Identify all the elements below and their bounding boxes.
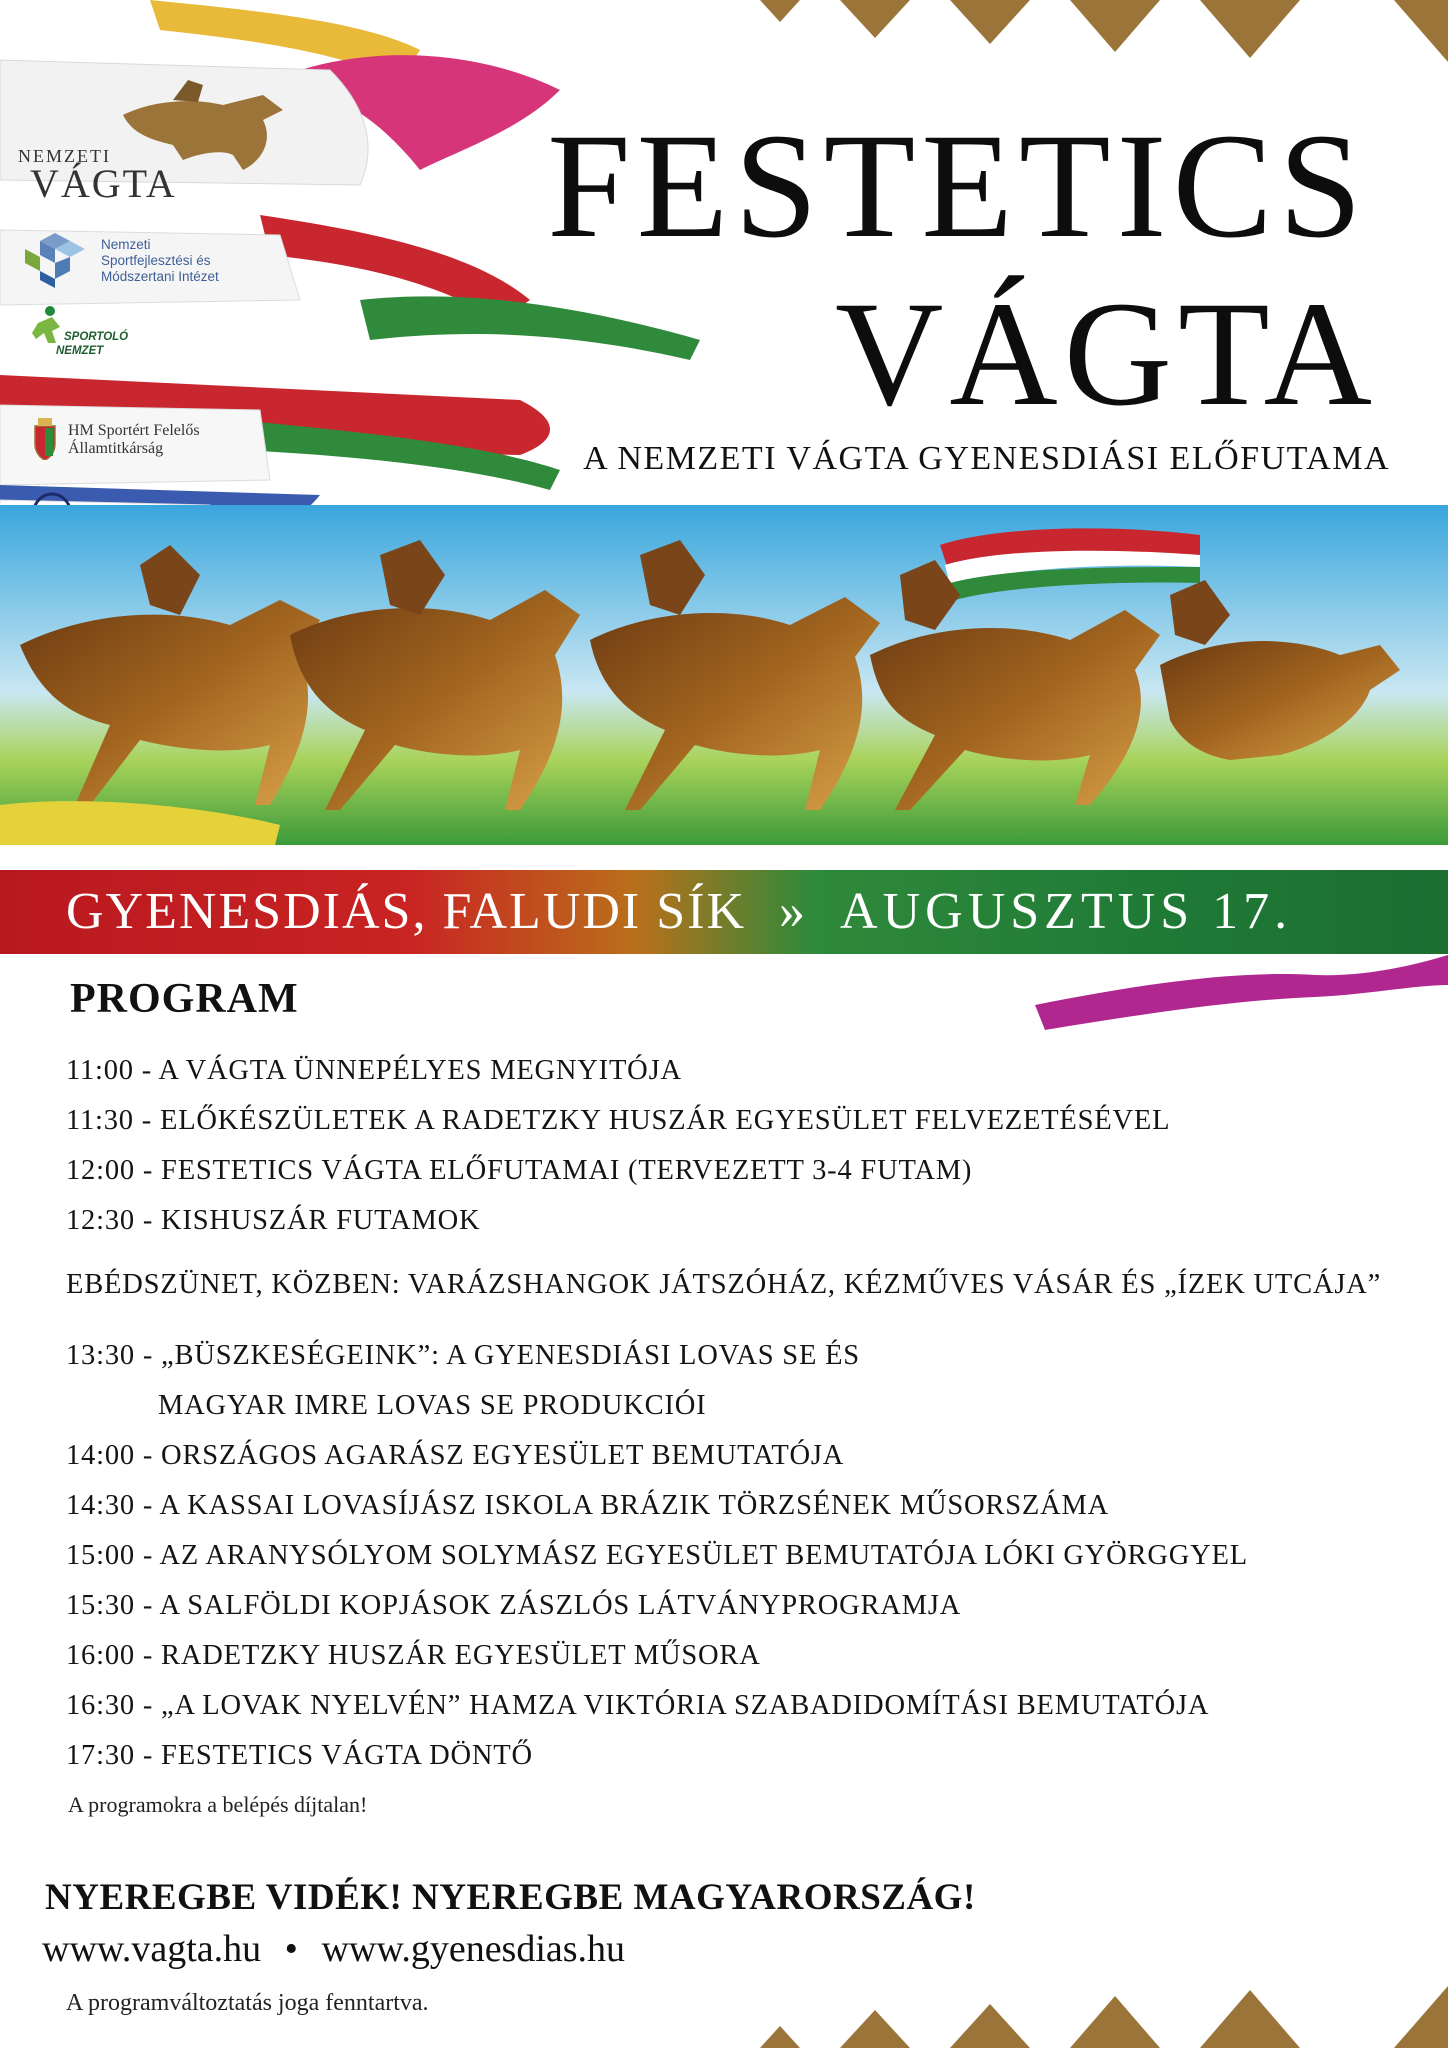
schedule-item: 12:30 - KISHUSZÁR FUTAMOK xyxy=(66,1205,481,1236)
schedule-item: 16:00 - RADETZKY HUSZÁR EGYESÜLET MŰSORA xyxy=(66,1640,761,1671)
bottom-zigzag-decoration xyxy=(760,1986,1448,2048)
title-line-2: VÁGTA xyxy=(835,271,1378,437)
schedule-item: 13:30 - „BÜSZKESÉGEINK”: A GYENESDIÁSI LOVAS SE ÉS xyxy=(66,1340,860,1371)
institute-line-1: Nemzeti xyxy=(101,237,151,252)
hm-sportert-logo xyxy=(32,418,272,468)
schedule-item: 11:00 - A VÁGTA ÜNNEPÉLYES MEGNYITÓJA xyxy=(66,1055,682,1086)
date-location-text xyxy=(66,882,1292,941)
free-entry-note: A programokra a belépés díjtalan! xyxy=(68,1792,368,1817)
schedule-item: 14:00 - ORSZÁGOS AGARÁSZ EGYESÜLET BEMUTATÓJA xyxy=(66,1440,845,1471)
lunch-break-item: EBÉDSZÜNET, KÖZBEN: VARÁZSHANGOK JÁTSZÓHÁZ, KÉZMŰVES VÁSÁR ÉS „ÍZEK UTCÁJA” xyxy=(66,1269,1382,1300)
nemzeti-vagta-logo-top: NEMZETI xyxy=(18,146,111,166)
event-location: GYENESDIÁS, FALUDI SÍK xyxy=(66,883,747,940)
website-link-gyenesdias[interactable]: www.gyenesdias.hu xyxy=(321,1928,626,1970)
schedule-item: 16:30 - „A LOVAK NYELVÉN” HAMZA VIKTÓRIA SZABADIDOMÍTÁSI BEMUTATÓJA xyxy=(66,1690,1210,1721)
coat-of-arms-icon xyxy=(32,418,58,460)
schedule-item-continuation: MAGYAR IMRE LOVAS SE PRODUKCIÓI xyxy=(158,1390,707,1421)
schedule-item: 15:30 - A SALFÖLDI KOPJÁSOK ZÁSZLÓS LÁTVÁNYPROGRAMJA xyxy=(66,1590,962,1621)
slogan: NYEREGBE VIDÉK! NYEREGBE MAGYARORSZÁG! xyxy=(45,1877,976,1918)
schedule-item: 11:30 - ELŐKÉSZÜLETEK A RADETZKY HUSZÁR EGYESÜLET FELVEZETÉSÉVEL xyxy=(66,1105,1171,1136)
disclaimer: A programváltoztatás joga fenntartva. xyxy=(66,1990,429,2016)
magenta-ribbon-decoration xyxy=(1035,955,1448,1030)
date-location-banner xyxy=(0,870,1448,954)
runner-logo-icon xyxy=(30,305,66,345)
schedule-item: 12:00 - FESTETICS VÁGTA ELŐFUTAMAI (TERVEZETT 3-4 FUTAM) xyxy=(66,1155,973,1186)
institute-line-2: Sportfejlesztési és xyxy=(101,253,211,268)
sportolo-line-2: NEMZET xyxy=(56,345,104,357)
hm-line-1: HM Sportért Felelős xyxy=(68,422,200,439)
websites xyxy=(42,1927,625,1971)
cube-logo-icon xyxy=(25,233,85,288)
sportolo-nemzet-logo xyxy=(30,305,190,365)
schedule-item: 14:30 - A KASSAI LOVASÍJÁSZ ISKOLA BRÁZIK TÖRZSÉNEK MŰSORSZÁMA xyxy=(66,1490,1109,1521)
horse-race-illustration xyxy=(0,505,1448,845)
sportolo-line-1: SPORTOLÓ xyxy=(64,331,129,343)
nemzeti-vagta-logo-bottom: VÁGTA xyxy=(30,161,177,206)
schedule-item: 17:30 - FESTETICS VÁGTA DÖNTŐ xyxy=(66,1740,533,1771)
arrow-separator: » xyxy=(779,883,808,940)
top-zigzag-decoration xyxy=(760,0,1448,62)
subtitle: A NEMZETI VÁGTA GYENESDIÁSI ELŐFUTAMA xyxy=(583,440,1390,477)
program-heading: PROGRAM xyxy=(70,976,299,1022)
title-line-1: FESTETICS xyxy=(547,103,1368,269)
institute-logo xyxy=(25,233,285,293)
website-link-vagta[interactable]: www.vagta.hu xyxy=(42,1928,262,1970)
event-date: AUGUSZTUS 17. xyxy=(840,883,1293,940)
hm-line-2: Államtitkárság xyxy=(68,440,164,457)
schedule-item: 15:00 - AZ ARANYSÓLYOM SOLYMÁSZ EGYESÜLET BEMUTATÓJA LÓKI GYÖRGGYEL xyxy=(66,1540,1248,1571)
bullet-separator: • xyxy=(284,1928,298,1970)
institute-line-3: Módszertani Intézet xyxy=(101,269,219,284)
